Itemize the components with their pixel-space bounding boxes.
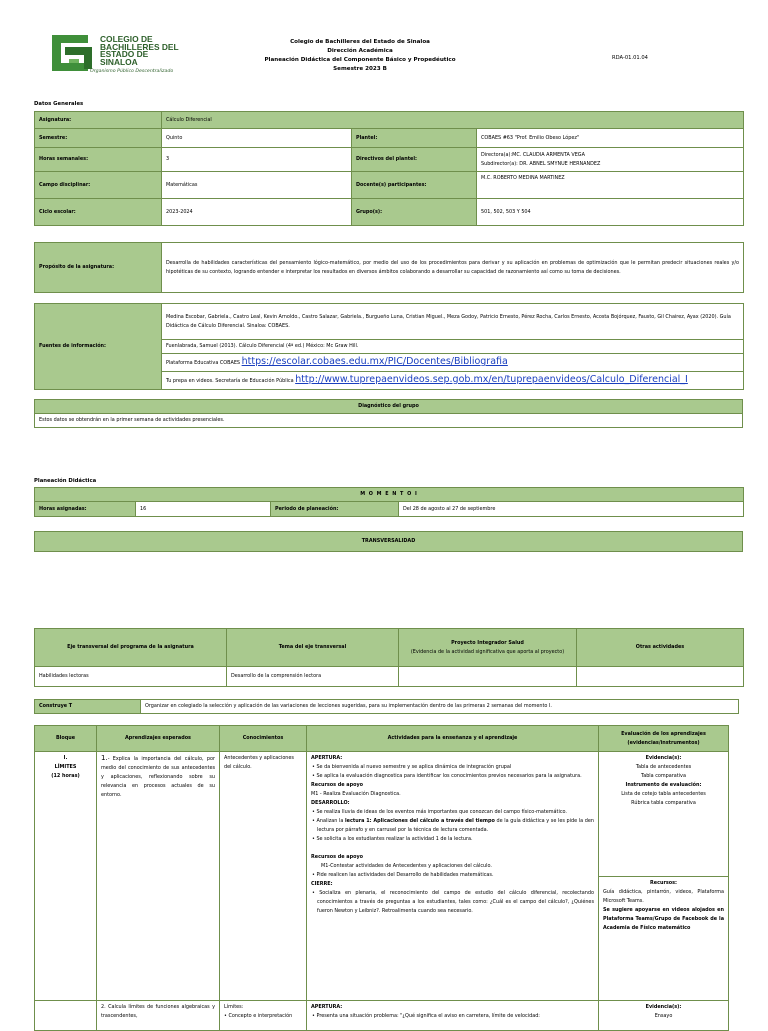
document-header: Colegio de Bachilleres del Estado de Sinaloa Dirección Académica Planeación Didáctica del Componente Básico y Propedéutico Semestre 2023 B xyxy=(264,39,456,72)
eje-row-1-col-2: Desarrollo de la comprensión lectora xyxy=(227,667,399,687)
proposito-label: Propósito de la asignatura: xyxy=(35,243,162,293)
horas-asignadas-label: Horas asignadas: xyxy=(35,502,136,517)
eje-transversal-table xyxy=(34,628,744,687)
section-datos-generales: Datos Generales xyxy=(34,101,84,107)
diagnostico-table xyxy=(34,399,743,428)
eje-col-4: Otras actividades xyxy=(577,629,744,667)
diagnostico-title: Diagnóstico del grupo xyxy=(35,400,743,414)
evaluacion-2: Evidencia(s): Ensayo xyxy=(599,1001,729,1031)
tuprepaenvideos-link[interactable]: http://www.tuprepaenvideos.sep.gob.mx/en/tuprepaenvideos/Calculo_Diferencial_I xyxy=(295,374,688,385)
aprendizaje-1: 1.- Explica la importancia del cálculo, por medio del conocimiento de sus antecedentes y aplicaciones, reflexionando sobre su relevancia en procesos actuales de su entorno. xyxy=(97,752,220,1001)
momento-table xyxy=(34,487,744,517)
logo-text: COLEGIO DE BACHILLERES DEL ESTADO DE SINALOA xyxy=(100,34,179,67)
docente-value: M.C. ROBERTO MEDINA MARTINEZ xyxy=(477,172,744,199)
recursos-1: Recursos: Guía didáctica, pintarrón, videos, Plataforma Microsoft Teams. Se sugiere apoyarse en videos alojados en Plataforma Teams/Grupo de Facebook de la Academia de Físico matemático xyxy=(599,877,729,1001)
eje-row-1-col-4 xyxy=(577,667,744,687)
aprendizaje-2: 2. Calcula límites de funciones algebraicas y trascendentes, xyxy=(97,1001,220,1031)
semestre-label: Semestre: xyxy=(35,129,162,148)
docente-label: Docente(s) participantes: xyxy=(352,172,477,199)
transversalidad-table xyxy=(34,531,743,552)
construye-t-label: Construye T xyxy=(35,700,141,714)
horas-label: Horas semanales: xyxy=(35,148,162,172)
datos-generales-table xyxy=(34,111,744,226)
bloque-table xyxy=(34,725,729,1031)
eje-row-1-col-3 xyxy=(399,667,577,687)
eje-col-3: Proyecto Integrador Salud (Evidencia de la actividad significativa que aporta al proyecto) xyxy=(399,629,577,667)
bloque-1-cell: I. LÍMITES (12 horas) xyxy=(35,752,97,1001)
semestre-value: Quinto xyxy=(162,129,352,148)
campo-value: Matemáticas xyxy=(162,172,352,199)
directivos-label: Directivos del plantel: xyxy=(352,148,477,172)
ciclo-label: Ciclo escolar: xyxy=(35,199,162,226)
eje-col-2: Tema del eje transversal xyxy=(227,629,399,667)
fuente-3: Plataforma Educativa COBAES https://escolar.cobaes.edu.mx/PIC/Docentes/Bibliografia xyxy=(162,354,744,372)
periodo-label: Periodo de planeación: xyxy=(271,502,399,517)
conocimientos-header: Conocimientos xyxy=(220,726,307,752)
asignatura-label: Asignatura: xyxy=(35,112,162,129)
directivos-value: Directora(a):MC. CLAUDIA ARMENTA VEGA Subdirector(a): DR. ABNEL SMYNUE HERNANDEZ xyxy=(477,148,744,172)
horas-asignadas-value: 16 xyxy=(136,502,271,517)
cobaes-logo-mark xyxy=(48,33,96,73)
logo-subtitle: Organismo Público Descentralizado xyxy=(90,69,174,74)
fuente-4: Tu prepa en videos. Secretaría de Educación Pública http://www.tuprepaenvideos.sep.gob.mx/en/tuprepaenvideos/Calculo_Diferencial_I xyxy=(162,372,744,390)
section-planeacion: Planeación Didáctica xyxy=(34,478,97,484)
fuentes-table xyxy=(34,303,744,390)
proposito-table xyxy=(34,242,744,293)
asignatura-value: Cálculo Diferencial xyxy=(162,112,744,129)
grupo-value: 501, 502, 503 Y 504 xyxy=(477,199,744,226)
actividades-header: Actividades para la enseñanza y el aprendizaje xyxy=(307,726,599,752)
diagnostico-text: Estos datos se obtendrán en la primer semana de actividades presenciales. xyxy=(35,414,743,428)
actividades-2: APERTURA: • Presenta una situación problema: "¿Qué significa el aviso en carretera, límite de velocidad: xyxy=(307,1001,599,1031)
fuente-2: Fuenlabrada, Samuel (2013). Cálculo Diferencial (4ª ed.) México: Mc Graw Hill. xyxy=(162,340,744,354)
fuentes-label: Fuentes de información: xyxy=(35,304,162,390)
bloque-header: Bloque xyxy=(35,726,97,752)
bloque-2-cell xyxy=(35,1001,97,1031)
fuente-1: Medina Escobar, Gabriela., Castro Leal, Kevin Arnoldo., Castro Salazar, Gabriela., Burgueño Luna, Cristian Miguel., Meza Godoy, Patricio Ernesto, Pérez Rocha, Carlos Ernesto, Acosta Bojórquez, Fausto, Gil Chairez, Ayax (2020). Guía Didáctica de Cálculo Diferencial. Sinaloa: COBAES. xyxy=(162,304,744,340)
construye-t-text: Organizar en colegiado la selección y aplicación de las variaciones de lecciones sugeridas, para su implementación dentro de las primeras 2 semanas del momento I. xyxy=(141,700,739,714)
conocimiento-1: Antecedentes y aplicaciones del cálculo. xyxy=(220,752,307,1001)
evaluacion-1: Evidencia(s): Tabla de antecedentes Tabla comparativa Instrumento de evaluación: Lista de cotejo tabla antecedentes Rúbrica tabla comparativa xyxy=(599,752,729,877)
cobaes-logo xyxy=(48,33,188,83)
eje-col-1: Eje transversal del programa de la asignatura xyxy=(35,629,227,667)
periodo-value: Del 28 de agosto al 27 de septiembre xyxy=(399,502,744,517)
aprendizajes-header: Aprendizajes esperados xyxy=(97,726,220,752)
cobaes-bibliografia-link[interactable]: https://escolar.cobaes.edu.mx/PIC/Docentes/Bibliografia xyxy=(241,356,508,367)
eje-row-1-col-1: Habilidades lectoras xyxy=(35,667,227,687)
horas-value: 3 xyxy=(162,148,352,172)
plantel-value: COBAES #63 "Prof. Emilio Obeso López" xyxy=(477,129,744,148)
momento-title: M O M E N T O I xyxy=(35,488,744,502)
transversalidad-title: TRANSVERSALIDAD xyxy=(35,532,743,552)
grupo-label: Grupo(s): xyxy=(352,199,477,226)
construye-t-table xyxy=(34,699,739,714)
proposito-text: Desarrolla de habilidades características del pensamiento lógico-matemático, por medio del uso de los procedimientos para derivar y su aplicación en problemas de optimización que le permitan predecir situaciones reales y/o hipotéticas de su contexto, logrando entender e interpretar los resultados en diversos ámbitos colaborando a desarrollar su capacidad de razonamiento así como su toma de decisiones. xyxy=(162,243,744,293)
conocimiento-2: Límites: • Concepto e interpretación xyxy=(220,1001,307,1031)
ciclo-value: 2023-2024 xyxy=(162,199,352,226)
document-code: RDA-01.01.04 xyxy=(612,55,648,61)
evaluacion-header: Evaluación de los aprendizajes (evidencias/instrumentos) xyxy=(599,726,729,752)
campo-label: Campo disciplinar: xyxy=(35,172,162,199)
plantel-label: Plantel: xyxy=(352,129,477,148)
actividades-1: APERTURA: • Se da bienvenida al nuevo semestre y se aplica dinámica de integración grupal • Se aplica la evaluación diagnostica para identificar los conocimientos previos necesarios para la asignatura. Recursos de apoyo M1 - Realiza Evaluación Diagnostica. DESARROLLO: • Se realiza lluvia de ideas de los eventos más importantes que conozcan del campo físico-matemático. • Analizan la lectura 1: Aplicaciones del cálculo a través del tiempo de la guía didáctica y se les pide la den lectura por párrafo y en carrusel por la técnica de lectura comentada. • Se solicita a los estudiantes realizar la actividad 1 de la lectura. Recursos de apoyo M1-Contestar actividades de Antecedentes y aplicaciones del cálculo. • Pide realicen las actividades del Desarrollo de habilidades matemáticas. CIERRE: • Socializa en plenaria, el reconocimiento del campo de estudio del cálculo diferencial, recolectando conocimientos a través de preguntas a los estudiantes, tales como: ¿Cuál es el campo del cálculo?, ¿Quiénes fueron Newton y Leibniz?. Retroalimenta cuando sea necesario. xyxy=(307,752,599,1001)
